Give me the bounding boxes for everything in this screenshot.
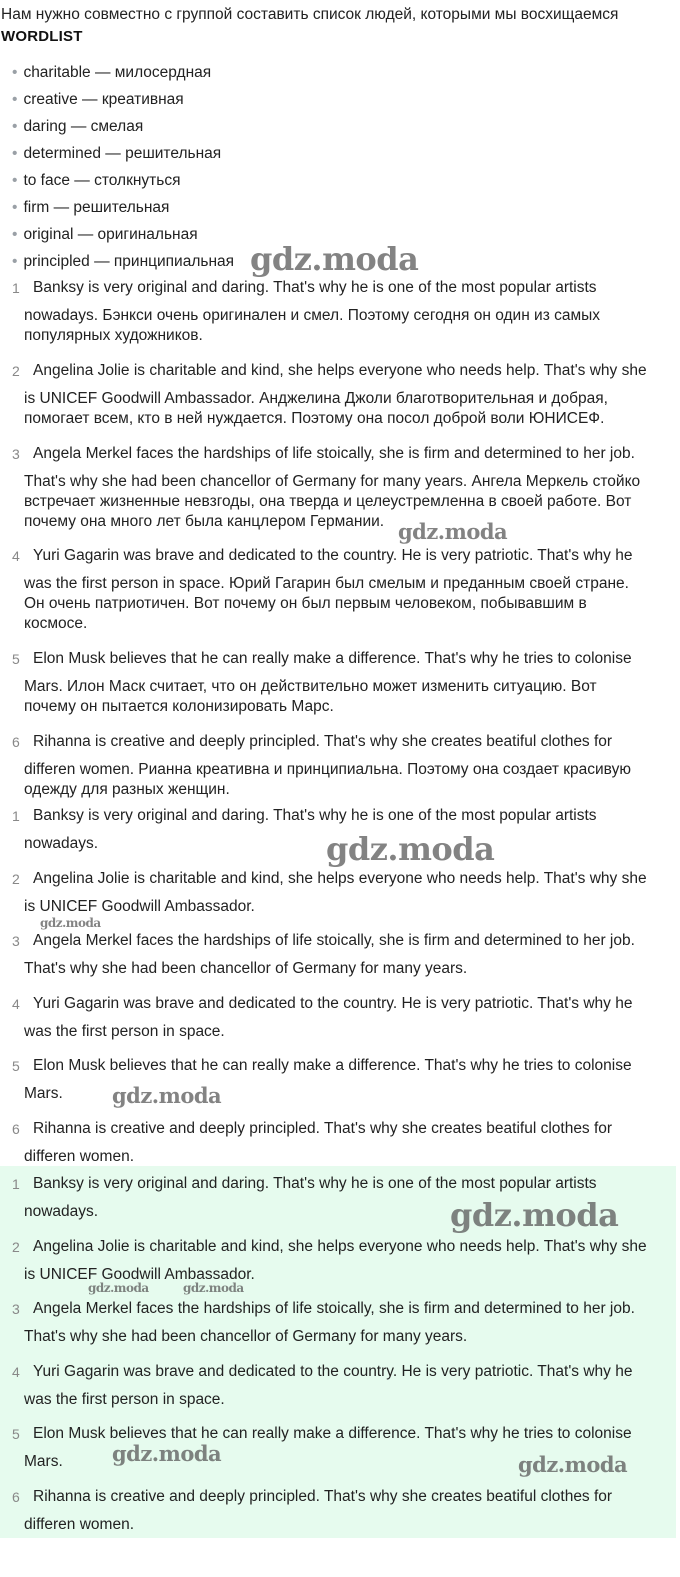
wordlist-item: • firm — решительная <box>12 199 170 216</box>
wordlist-item: • charitable — милосердная <box>12 64 212 81</box>
watermark: gdz.moda <box>518 1452 628 1477</box>
bullet-icon: • <box>12 91 18 108</box>
watermark: gdz.moda <box>326 830 495 868</box>
wordlist-item: • creative — креативная <box>12 91 184 108</box>
watermark: gdz.moda <box>112 1083 222 1108</box>
watermark: gdz.moda <box>450 1196 619 1234</box>
watermark: gdz.moda <box>40 916 101 930</box>
bullet-icon: • <box>12 118 18 135</box>
watermark: gdz.moda <box>250 240 419 278</box>
task-intro: Нам нужно совместно с группой составить список людей, которыми мы восхищаемся <box>1 6 619 23</box>
wordlist-item: • daring — смелая <box>12 118 144 135</box>
wordlist-item: • to face — столкнуться <box>12 172 181 189</box>
bullet-icon: • <box>12 172 18 189</box>
bullet-icon: • <box>12 64 18 81</box>
watermark: gdz.moda <box>112 1441 222 1466</box>
wordlist-item: • principled — принципиальная <box>12 253 235 270</box>
watermark: gdz.moda <box>183 1281 244 1295</box>
wordlist-heading: WORDLIST <box>1 28 83 45</box>
wordlist-item: • determined — решительная <box>12 145 222 162</box>
watermark: gdz.moda <box>398 519 508 544</box>
watermark: gdz.moda <box>88 1281 149 1295</box>
bullet-icon: • <box>12 253 18 270</box>
bullet-icon: • <box>12 199 18 216</box>
wordlist-item: • original — оригинальная <box>12 226 198 243</box>
bullet-icon: • <box>12 145 18 162</box>
bullet-icon: • <box>12 226 18 243</box>
